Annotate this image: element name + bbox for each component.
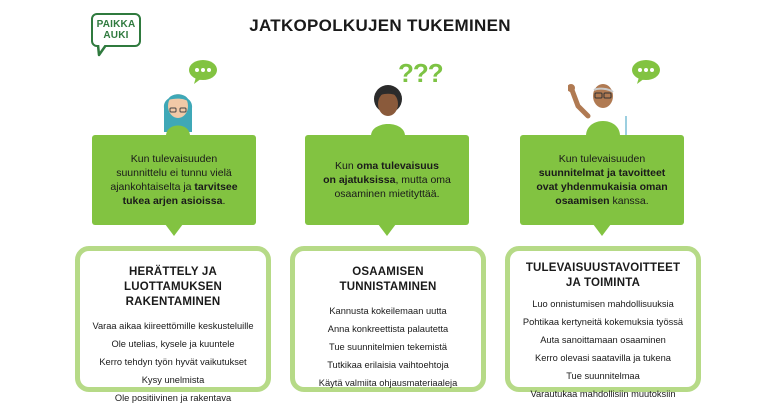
speech-1-line-4: tukea arjen asioissa. — [122, 195, 226, 207]
speech-2-line-1: Kun oma tulevaisuus — [335, 160, 439, 172]
list-item: Tue suunnitelmien tekemistä — [329, 342, 447, 352]
speech-3-line-4: osaamisen kanssa. — [555, 195, 649, 207]
speech-2-line-3: osaaminen mietityttää. — [334, 188, 440, 200]
speech-tail — [593, 224, 611, 236]
card-3 — [505, 246, 701, 399]
speech-3-line-1: Kun tulevaisuuden — [558, 153, 646, 165]
list-item: Kerro tehdyn työn hyvät vaikutukset — [99, 357, 247, 367]
page-title: JATKOPOLKUJEN TUKEMINEN — [249, 16, 511, 35]
speech-tail — [378, 224, 396, 236]
speech-bubble-icon — [631, 59, 661, 85]
speech-box-3 — [520, 135, 684, 225]
list-item: Kerro olevasi saatavilla ja tukena — [535, 353, 671, 363]
card-1-list — [80, 317, 266, 407]
list-item: Luo onnistumisen mahdollisuuksia — [532, 299, 674, 309]
list-item: Kannusta kokeilemaan uutta — [329, 306, 447, 316]
list-item: Ole utelias, kysele ja kuuntele — [111, 339, 235, 349]
question-marks: ??? — [398, 58, 443, 88]
list-item: Käytä valmiita ohjausmateriaaleja — [318, 378, 458, 388]
list-item: Anna konkreettista palautetta — [327, 324, 449, 334]
list-item: Varautukaa mahdollisiin muutoksiin — [530, 389, 676, 399]
speech-tail — [165, 224, 183, 236]
speech-box-1 — [92, 135, 256, 225]
card-1-heading: HERÄTTELY JA LUOTTAMUKSEN RAKENTAMINEN — [123, 266, 222, 308]
logo-tail-icon — [96, 45, 110, 57]
speech-1-line-1: Kun tulevaisuuden — [130, 153, 218, 165]
list-item: Tutkikaa erilaisia vaihtoehtoja — [327, 360, 449, 370]
speech-2-line-2: on ajatuksissa, mutta oma — [323, 174, 451, 186]
person-2-illustration — [367, 82, 409, 136]
speech-1-line-3: ajankohtaiselta ja tarvitsee — [110, 181, 238, 193]
card-3-heading: TULEVAISUUSTAVOITTEET JA TOIMINTA — [525, 262, 681, 289]
logo-line-1: PAIKKA — [96, 19, 136, 30]
card-3-list — [510, 295, 696, 403]
card-2-heading: OSAAMISEN TUNNISTAMINEN — [339, 266, 437, 293]
card-2-list — [295, 302, 481, 392]
speech-3-line-3: ovat yhdenmukaisia oman — [536, 181, 668, 193]
list-item: Ole positiivinen ja rakentava — [114, 393, 232, 403]
person-3-illustration — [568, 76, 630, 136]
card-1 — [75, 246, 271, 403]
list-item: Kysy unelmista — [141, 375, 205, 385]
person-1-illustration — [158, 86, 198, 136]
card-2 — [290, 246, 486, 392]
speech-3-line-2: suunnitelmat ja tavoitteet — [538, 167, 666, 179]
speech-1-line-2: suunnittelu ei tunnu vielä — [116, 167, 232, 179]
list-item: Tue suunnitelmaa — [566, 371, 640, 381]
speech-bubble-icon — [188, 59, 218, 85]
list-item: Pohtikaa kertyneitä kokemuksia työssä — [522, 317, 684, 327]
speech-box-2 — [305, 135, 469, 225]
list-item: Auta sanoittamaan osaaminen — [540, 335, 666, 345]
logo-line-2: AUKI — [103, 30, 129, 41]
list-item: Varaa aikaa kiireettömille keskusteluille — [92, 321, 254, 331]
